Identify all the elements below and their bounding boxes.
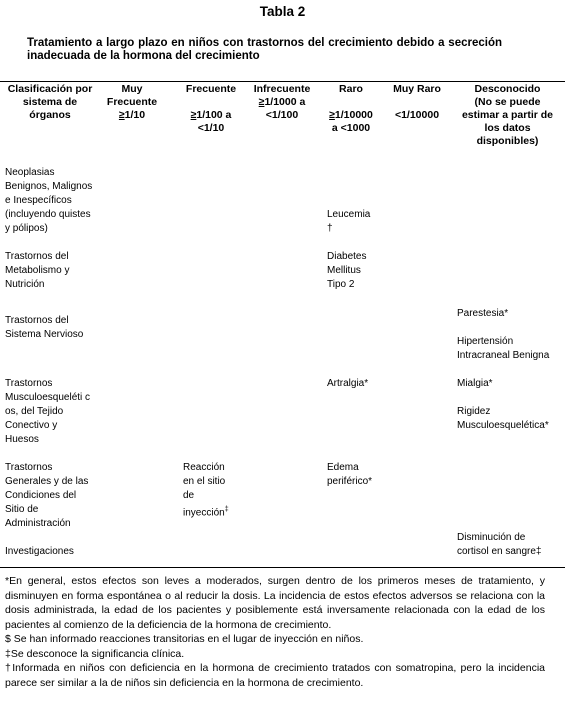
header-top-rule <box>0 81 565 82</box>
table-bottom-rule <box>0 567 565 568</box>
organ-investigaciones: Investigaciones <box>5 546 74 557</box>
frecuente-trastornos-generales: Reacción en el sitio de inyección‡ <box>183 462 229 519</box>
header-organ-class: Clasificación por sistema de órganos <box>7 83 93 121</box>
header-infrecuente: Infrecuente ≥1/1000 a <1/100 <box>253 83 311 121</box>
desconocido-sistema-nervioso: Parestesia* Hipertensión Intracraneal Benigna <box>457 308 550 361</box>
organ-trastornos-generales: Trastornos Generales y de las Condiciones del Sitio de Administración <box>5 462 89 529</box>
footnote-leukemia: †Informada en niños con deficiencia en la hormona de crecimiento tratados con somatropina, pero la incidencia parece ser similar a la de niños sin deficiencia en la hormona de crecimiento. <box>5 662 545 689</box>
desconocido-musculoesqueleticos: Mialgia* Rigidez Musculoesquelética* <box>457 378 549 431</box>
raro-trastornos-generales: Edema periférico* <box>327 462 373 487</box>
raro-musculoesqueleticos: Artralgia* <box>327 378 369 389</box>
footnote-general: *En general, estos efectos son leves a moderados, surgen dentro de los primeros meses de tratamiento, y disminuyen en forma espontánea o al reducir la dosis. La incidencia de estos efectos adversos se relaciona con la dosis administrada, la edad de los pacientes y posiblemente está inversamente relacionada con la edad de los pacientes al comienzo de la deficiencia de la hormona de crecimiento. <box>5 575 545 631</box>
table-title: Tabla 2 <box>259 4 306 19</box>
organ-neoplasias: Neoplasias Benignos, Malignos e Inespecíficos (incluyendo quistes y pólipos) <box>5 167 93 234</box>
header-muy-frecuente: Muy Frecuente ≥1/10 <box>106 83 158 121</box>
header-desconocido: Desconocido (No se puede estimar a partir de los datos disponibles) <box>461 83 554 147</box>
organ-sistema-nervioso: Trastornos del Sistema Nervioso <box>5 315 84 340</box>
footnotes <box>5 574 545 690</box>
organ-metabolismo: Trastornos del Metabolismo y Nutrición <box>5 251 70 290</box>
desconocido-investigaciones: Disminución de cortisol en sangre‡ <box>457 532 542 557</box>
raro-neoplasias: Leucemia † <box>327 209 371 234</box>
raro-metabolismo: Diabetes Mellitus Tipo 2 <box>327 251 367 290</box>
header-raro: Raro ≥1/10000 a <1000 <box>329 83 373 134</box>
header-frecuente: Frecuente ≥1/100 a <1/10 <box>185 83 237 134</box>
footnote-injection: $ Se han informado reacciones transitorias en el lugar de inyección en niños. <box>5 633 364 645</box>
organ-musculoesqueleticos: Trastornos Musculoesqueléti c os, del Tejido Conectivo y Huesos <box>5 378 91 445</box>
footnote-significance: ‡Se desconoce la significancia clínica. <box>5 647 185 660</box>
header-muy-raro: Muy Raro <1/10000 <box>393 83 441 121</box>
table-subtitle: Tratamiento a largo plazo en niños con trastornos del crecimiento debido a secreción inadecuada de la hormona del crecimiento <box>27 37 502 62</box>
